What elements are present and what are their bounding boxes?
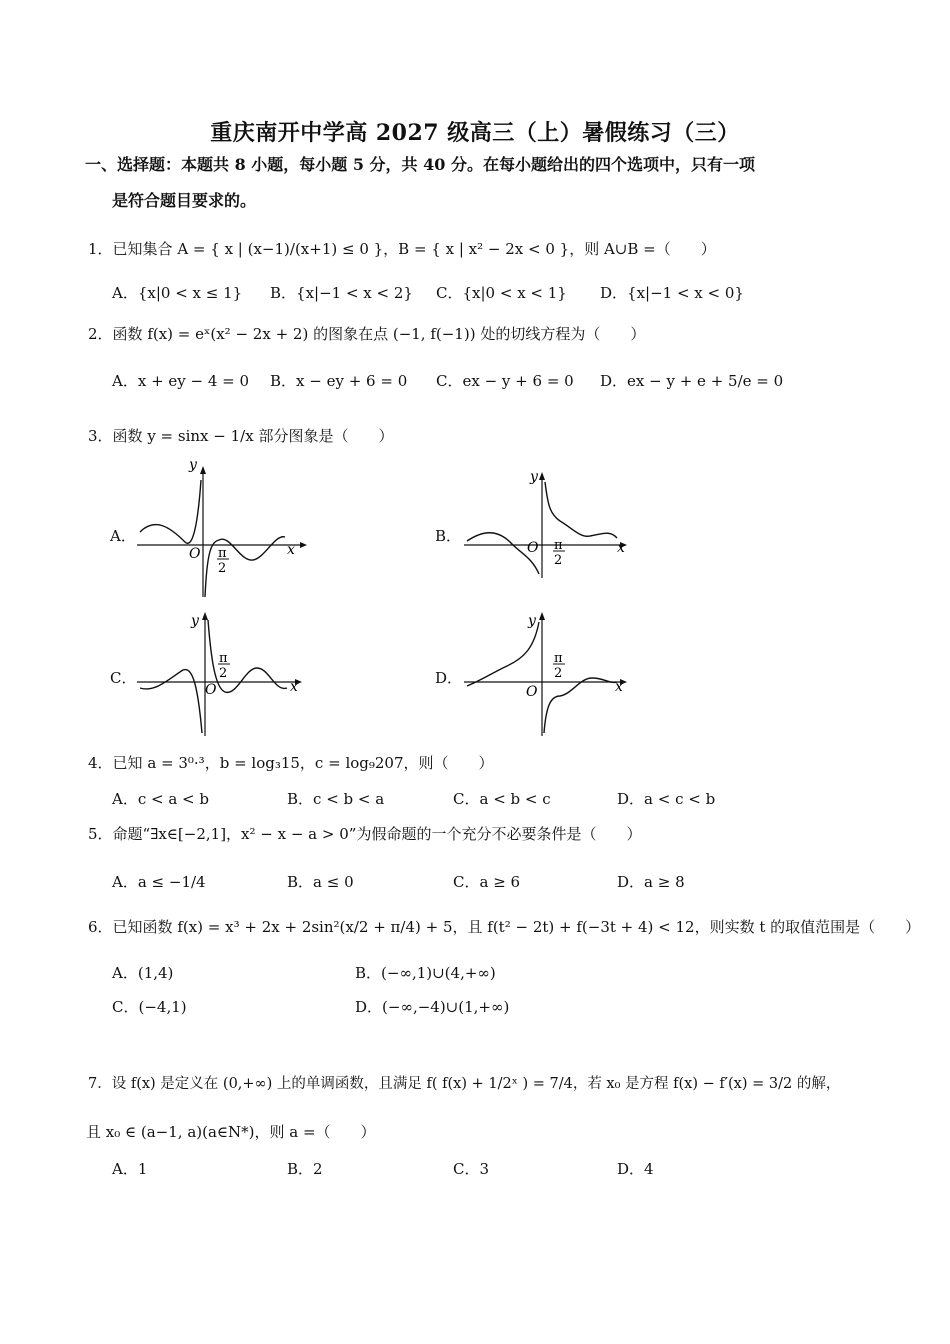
question-5-stem: 5．命题“∃x∈[−2,1]，x² − x − a > 0”为假命题的一个充分不必要条件是（ ） [88,825,642,843]
y-axis-arrow [200,466,206,474]
q7-option-d[interactable]: D．4 [617,1160,654,1178]
origin-label: O [189,546,201,562]
page-title: 重庆南开中学高 2027 级高三（上）暑假练习（三） [210,120,740,146]
q1-option-a[interactable]: A．{x|0 < x ≤ 1} [112,284,243,302]
section-heading-line1: 一、选择题：本题共 8 小题，每小题 5 分，共 40 分。在每小题给出的四个选项中，只有一项 [85,155,755,174]
two-label: 2 [554,553,563,568]
q5-option-a[interactable]: A．a ≤ −1/4 [112,873,206,891]
q6-option-a[interactable]: A．(1,4) [112,964,174,982]
origin-label: O [526,684,538,700]
pi-label: π [554,651,563,666]
q7-option-a[interactable]: A．1 [112,1160,148,1178]
q3-option-d[interactable]: D． [435,669,463,687]
q5-option-d[interactable]: D．a ≥ 8 [617,873,685,891]
q1-option-b[interactable]: B．{x|−1 < x < 2} [270,284,413,302]
graph-d [462,608,637,738]
x-axis-arrow [300,542,307,548]
q6-option-c[interactable]: C．(−4,1) [112,998,187,1016]
graph-a [135,457,310,602]
question-4-stem: 4．已知 a = 3⁰·³，b = log₃15，c = log₉207，则（ ） [88,754,494,772]
q2-option-d[interactable]: D．ex − y + e + 5/e = 0 [600,372,784,390]
two-label: 2 [219,666,228,681]
y-axis-arrow [539,612,545,620]
curve-left [140,480,201,543]
q7-option-c[interactable]: C．3 [453,1160,490,1178]
curve-right [205,537,285,597]
y-axis-arrow [539,472,545,480]
x-label: x [290,679,298,695]
q3-option-b[interactable]: B． [435,527,462,545]
q1-option-d[interactable]: D．{x|−1 < x < 0} [600,284,744,302]
section-heading-line2: 是符合题目要求的。 [112,191,257,210]
q3-option-c[interactable]: C． [110,669,137,687]
curve-right [544,678,617,733]
q7-option-b[interactable]: B．2 [287,1160,323,1178]
graph-c [135,608,310,738]
question-3-stem: 3．函数 y = sinx − 1/x 部分图象是（ ） [88,427,394,445]
q5-option-b[interactable]: B．a ≤ 0 [287,873,354,891]
pi-label: π [219,651,228,666]
y-axis-arrow [202,612,208,620]
q4-option-c[interactable]: C．a < b < c [453,790,551,808]
graph-b [462,466,637,606]
pi-label: π [554,538,563,553]
question-6-stem: 6．已知函数 f(x) = x³ + 2x + 2sin²(x/2 + π/4) + 5，且 f(t² − 2t) + f(−3t + 4) < 12，则实数 t 的取值范围是（ ） [88,918,921,936]
q4-option-a[interactable]: A．c < a < b [112,790,209,808]
question-2-stem: 2．函数 f(x) = eˣ(x² − 2x + 2) 的图象在点 (−1, f(−1)) 处的切线方程为（ ） [88,325,646,343]
question-7-stem: 7．设 f(x) 是定义在 (0,+∞) 上的单调函数，且满足 f( f(x) + 1/2ˣ ) = 7/4，若 x₀ 是方程 f(x) − f′(x) = 3/2 的解， [88,1076,841,1092]
q6-option-b[interactable]: B．(−∞,1)∪(4,+∞) [355,964,496,982]
curve-right [545,482,617,538]
y-label: y [530,469,538,485]
x-label: x [287,542,295,558]
x-label: x [615,679,623,695]
two-label: 2 [554,666,563,681]
question-7-stem-line2: 且 x₀ ∈ (a−1, a)(a∈N*)，则 a =（ ） [86,1123,376,1141]
q2-option-b[interactable]: B．x − ey + 6 = 0 [270,372,408,390]
y-label: y [528,613,536,629]
q4-option-d[interactable]: D．a < c < b [617,790,716,808]
curve-left [140,670,202,733]
q2-option-c[interactable]: C．ex − y + 6 = 0 [436,372,574,390]
q4-option-b[interactable]: B．c < b < a [287,790,385,808]
q1-option-c[interactable]: C．{x|0 < x < 1} [436,284,567,302]
q5-option-c[interactable]: C．a ≥ 6 [453,873,521,891]
q2-option-a[interactable]: A．x + ey − 4 = 0 [112,372,250,390]
curve-left [467,622,539,686]
origin-label: O [205,682,217,698]
two-label: 2 [218,561,227,576]
origin-label: O [527,540,539,556]
pi-label: π [218,546,227,561]
x-label: x [617,540,625,556]
q6-option-d[interactable]: D．(−∞,−4)∪(1,+∞) [355,998,510,1016]
q3-option-a[interactable]: A． [110,527,136,545]
y-label: y [189,457,197,473]
y-label: y [191,613,199,629]
question-1-stem: 1．已知集合 A = { x | (x−1)/(x+1) ≤ 0 }，B = { x | x² − 2x < 0 }，则 A∪B =（ ） [88,240,716,258]
